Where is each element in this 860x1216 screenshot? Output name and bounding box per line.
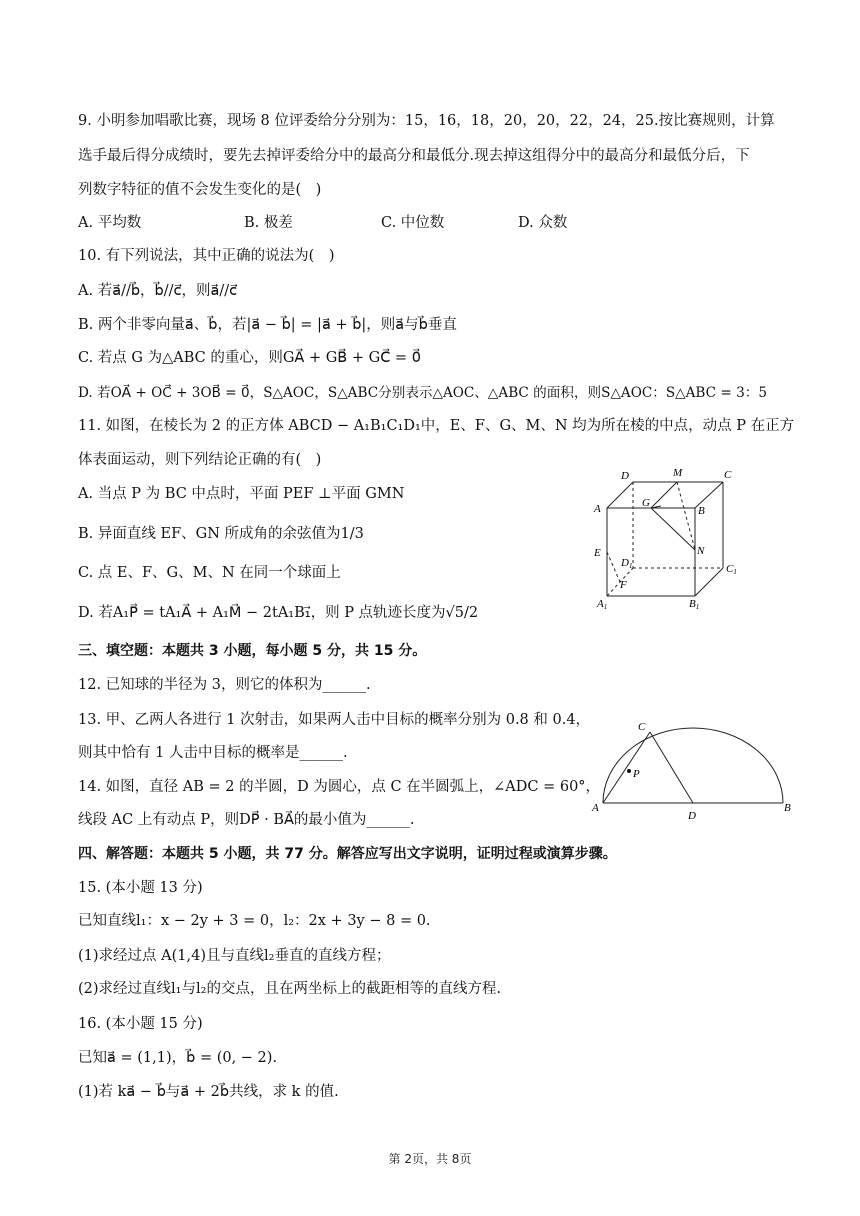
section-4-heading: 四、解答题：本题共 5 小题，共 77 分。解答应写出文字说明，证明过程或演算步骤。: [78, 846, 617, 862]
question-9-line-3: 列数字特征的值不会发生变化的是( ): [78, 182, 322, 198]
semicircle-label-c: C: [638, 721, 646, 733]
question-15-part-2: (2)求经过直线l₁与l₂的交点，且在两坐标上的截距相等的直线方程.: [78, 981, 502, 997]
q9-option-c: C. 中位数: [381, 215, 445, 231]
question-15-part-1: (1)求经过点 A(1,4)且与直线l₂垂直的直线方程；: [78, 948, 391, 964]
cube-label-b1: B1: [689, 598, 700, 611]
question-15-given: 已知直线l₁：x − 2y + 3 = 0，l₂：2x + 3y − 8 = 0.: [78, 913, 431, 929]
cube-label-e: E: [594, 547, 601, 559]
question-14-line-2: 线段 AC 上有动点 P，则DP⃗ · BA⃗的最小值为______.: [78, 812, 415, 828]
question-9-line-2: 选手最后得分成绩时，要先去掉评委给分中的最高分和最低分.现去掉这组得分中的最高分和最低分后，下: [78, 148, 750, 164]
question-13-line-1: 13. 甲、乙两人各进行 1 次射击，如果两人击中目标的概率分别为 0.8 和 0.4，: [78, 712, 591, 728]
question-10-option-d: D. 若OA⃗ + OC⃗ + 3OB⃗ = 0⃗，S△AOC，S△ABC分别表示△AOC、△ABC 的面积，则S△AOC：S△ABC = 3：5: [78, 385, 767, 401]
semicircle-label-a: A: [592, 802, 599, 814]
cube-label-a: A: [594, 503, 601, 515]
cube-label-a1: A1: [597, 598, 608, 611]
question-11-option-b: B. 异面直线 EF、GN 所成角的余弦值为1/3: [78, 526, 364, 542]
cube-label-m: M: [673, 467, 683, 479]
question-14-line-1: 14. 如图，直径 AB = 2 的半圆，D 为圆心，点 C 在半圆弧上，∠ADC = 60°，: [78, 779, 601, 795]
cube-figure: [585, 462, 745, 617]
cube-label-f: F: [620, 579, 627, 591]
q9-option-b: B. 极差: [244, 215, 293, 231]
question-11-line-1: 11. 如图，在棱长为 2 的正方体 ABCD − A₁B₁C₁D₁中，E、F、G、M、N 均为所在棱的中点，动点 P 在正方: [78, 418, 795, 434]
question-11-option-d: D. 若A₁P⃗ = tA₁A⃗ + A₁M⃗ − 2tA₁B₁⃗，则 P 点轨迹长度为√5/2: [78, 605, 479, 621]
q9-option-d: D. 众数: [518, 215, 568, 231]
question-11-option-c: C. 点 E、F、G、M、N 在同一个球面上: [78, 565, 341, 581]
question-11-line-2: 体表面运动，则下列结论正确的有( ): [78, 452, 322, 468]
question-9-line-1: 9. 小明参加唱歌比赛，现场 8 位评委给分分别为：15，16，18，20，20，22，24，25.按比赛规则，计算: [78, 113, 775, 129]
semicircle-label-d: D: [688, 810, 696, 822]
cube-label-g: G: [642, 497, 650, 509]
question-13-line-2: 则其中恰有 1 人击中目标的概率是______.: [78, 745, 348, 761]
point-p-marker: [627, 769, 631, 773]
cube-label-b: B: [698, 505, 705, 517]
semicircle-label-p: P: [633, 768, 640, 780]
semicircle-figure: [588, 715, 798, 825]
question-16-part-1: (1)若 ka⃗ − b⃗与a⃗ + 2b⃗共线，求 k 的值.: [78, 1084, 339, 1100]
cube-label-c1: C1: [726, 563, 737, 576]
section-3-heading: 三、填空题：本题共 3 小题，每小题 5 分，共 15 分。: [78, 643, 427, 659]
question-16-given: 已知a⃗ = (1,1)，b⃗ = (0, − 2).: [78, 1050, 278, 1066]
page-footer: 第 2页，共 8页: [388, 1152, 472, 1166]
cube-label-d: D: [621, 470, 629, 482]
question-12: 12. 已知球的半径为 3，则它的体积为______.: [78, 677, 371, 693]
question-11-option-a: A. 当点 P 为 BC 中点时，平面 PEF ⊥平面 GMN: [78, 486, 405, 502]
semicircle-label-b: B: [784, 802, 791, 814]
cube-label-n: N: [697, 545, 705, 557]
question-10-option-c: C. 若点 G 为△ABC 的重心，则GA⃗ + GB⃗ + GC⃗ = 0⃗: [78, 350, 421, 366]
question-15-header: 15. (本小题 13 分): [78, 880, 203, 896]
question-16-header: 16. (本小题 15 分): [78, 1016, 203, 1032]
cube-label-c: C: [724, 469, 732, 481]
cube-label-d1: D1: [621, 557, 633, 570]
question-10-stem: 10. 有下列说法，其中正确的说法为( ): [78, 248, 335, 264]
question-10-option-b: B. 两个非零向量a⃗、b⃗，若|a⃗ − b⃗| = |a⃗ + b⃗|，则a⃗与b⃗垂直: [78, 317, 457, 333]
q9-option-a: A. 平均数: [78, 215, 142, 231]
question-10-option-a: A. 若a⃗//b⃗，b⃗//c⃗，则a⃗//c⃗: [78, 283, 238, 299]
